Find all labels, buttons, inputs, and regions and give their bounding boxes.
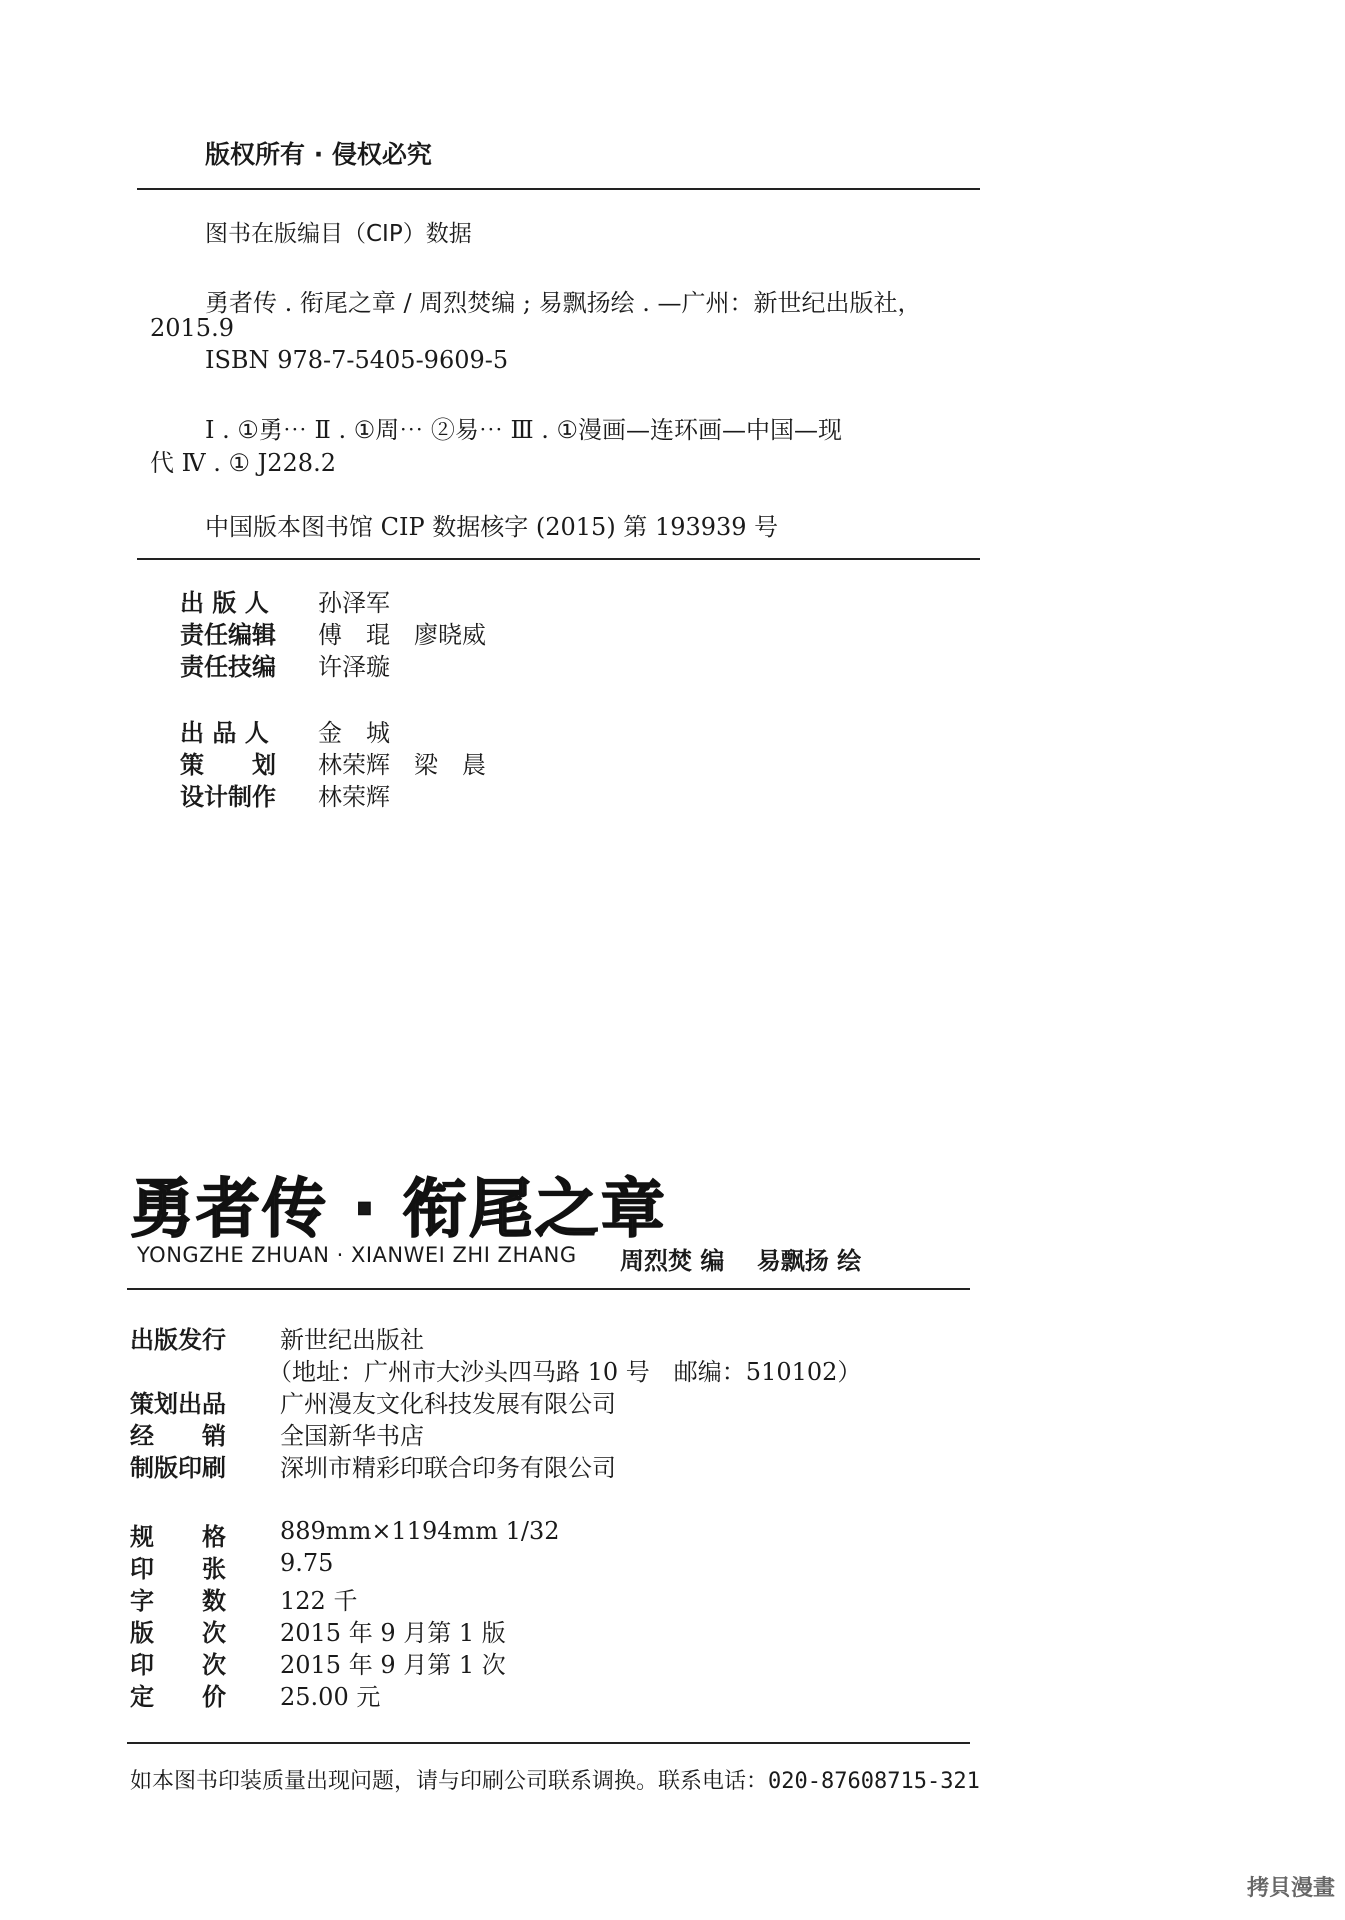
credit-label: 设计制作 <box>180 783 276 811</box>
divider-bottom <box>127 1742 970 1744</box>
spec-value: 2015 年 9 月第 1 次 <box>280 1651 506 1679</box>
divider-cip <box>137 558 980 560</box>
publisher-address: （地址：广州市大沙头四马路 10 号 邮编：510102） <box>268 1358 862 1386</box>
credit-value: 许泽璇 <box>318 653 390 681</box>
credit-value: 金 城 <box>318 719 390 747</box>
spec-value: 889mm×1194mm 1/32 <box>280 1517 560 1545</box>
price-value: 25.00 元 <box>280 1683 381 1711</box>
cip-line: 2015.9 <box>150 314 234 342</box>
book-title: 勇者传 · 衔尾之章 <box>130 1173 667 1247</box>
cip-line: Ⅰ . ①勇⋯ Ⅱ . ①周⋯ ②易⋯ Ⅲ . ①漫画—连环画—中国—现 <box>205 416 843 444</box>
credit-label: 责任编辑 <box>180 621 276 649</box>
producer-value: 广州漫友文化科技发展有限公司 <box>280 1390 616 1418</box>
book-authors: 周烈焚 编 易飘扬 绘 <box>620 1247 862 1275</box>
book-pinyin-title: YONGZHE ZHUAN · XIANWEI ZHI ZHANG <box>137 1243 577 1267</box>
spec-label: 字 数 <box>130 1587 226 1615</box>
credit-value: 林荣辉 <box>318 783 390 811</box>
distributor-label: 经 销 <box>130 1422 226 1450</box>
credit-label: 策 划 <box>180 751 276 779</box>
divider-top <box>137 188 980 190</box>
publisher-value: 新世纪出版社 <box>280 1326 424 1354</box>
watermark: 拷貝漫畫 <box>1246 1876 1335 1901</box>
distributor-value: 全国新华书店 <box>280 1422 424 1450</box>
credit-value: 傅 琨 廖晓威 <box>318 621 486 649</box>
spec-value: 122 千 <box>280 1587 358 1615</box>
spec-value: 2015 年 9 月第 1 版 <box>280 1619 506 1647</box>
producer-label: 策划出品 <box>130 1390 226 1418</box>
spec-label: 印 次 <box>130 1651 226 1679</box>
spec-label: 规 格 <box>130 1523 226 1551</box>
cip-verification: 中国版本图书馆 CIP 数据核字 (2015) 第 193939 号 <box>205 513 779 541</box>
spec-label: 定 价 <box>130 1683 226 1711</box>
divider-title <box>127 1288 970 1290</box>
credit-label: 出 版 人 <box>180 589 269 617</box>
cip-line: 勇者传 . 衔尾之章 / 周烈焚编 ; 易飘扬绘 . —广州：新世纪出版社， <box>205 289 922 317</box>
cip-title: 图书在版编目（CIP）数据 <box>205 221 472 247</box>
publisher-label: 出版发行 <box>130 1326 226 1354</box>
credit-value: 孙泽军 <box>318 589 390 617</box>
printer-label: 制版印刷 <box>130 1454 226 1482</box>
quality-notice: 如本图书印装质量出现问题，请与印刷公司联系调换。联系电话：020-87608715-321 <box>130 1769 980 1794</box>
printer-value: 深圳市精彩印联合印务有限公司 <box>280 1454 616 1482</box>
credit-label: 出 品 人 <box>180 719 269 747</box>
spec-label: 版 次 <box>130 1619 226 1647</box>
cip-isbn: ISBN 978-7-5405-9609-5 <box>205 346 509 374</box>
spec-value: 9.75 <box>280 1549 334 1577</box>
copyright-notice: 版权所有 · 侵权必究 <box>205 140 432 169</box>
credit-label: 责任技编 <box>180 653 276 681</box>
spec-label: 印 张 <box>130 1555 226 1583</box>
cip-line: 代 Ⅳ . ① J228.2 <box>150 449 336 477</box>
credit-value: 林荣辉 梁 晨 <box>318 751 486 779</box>
